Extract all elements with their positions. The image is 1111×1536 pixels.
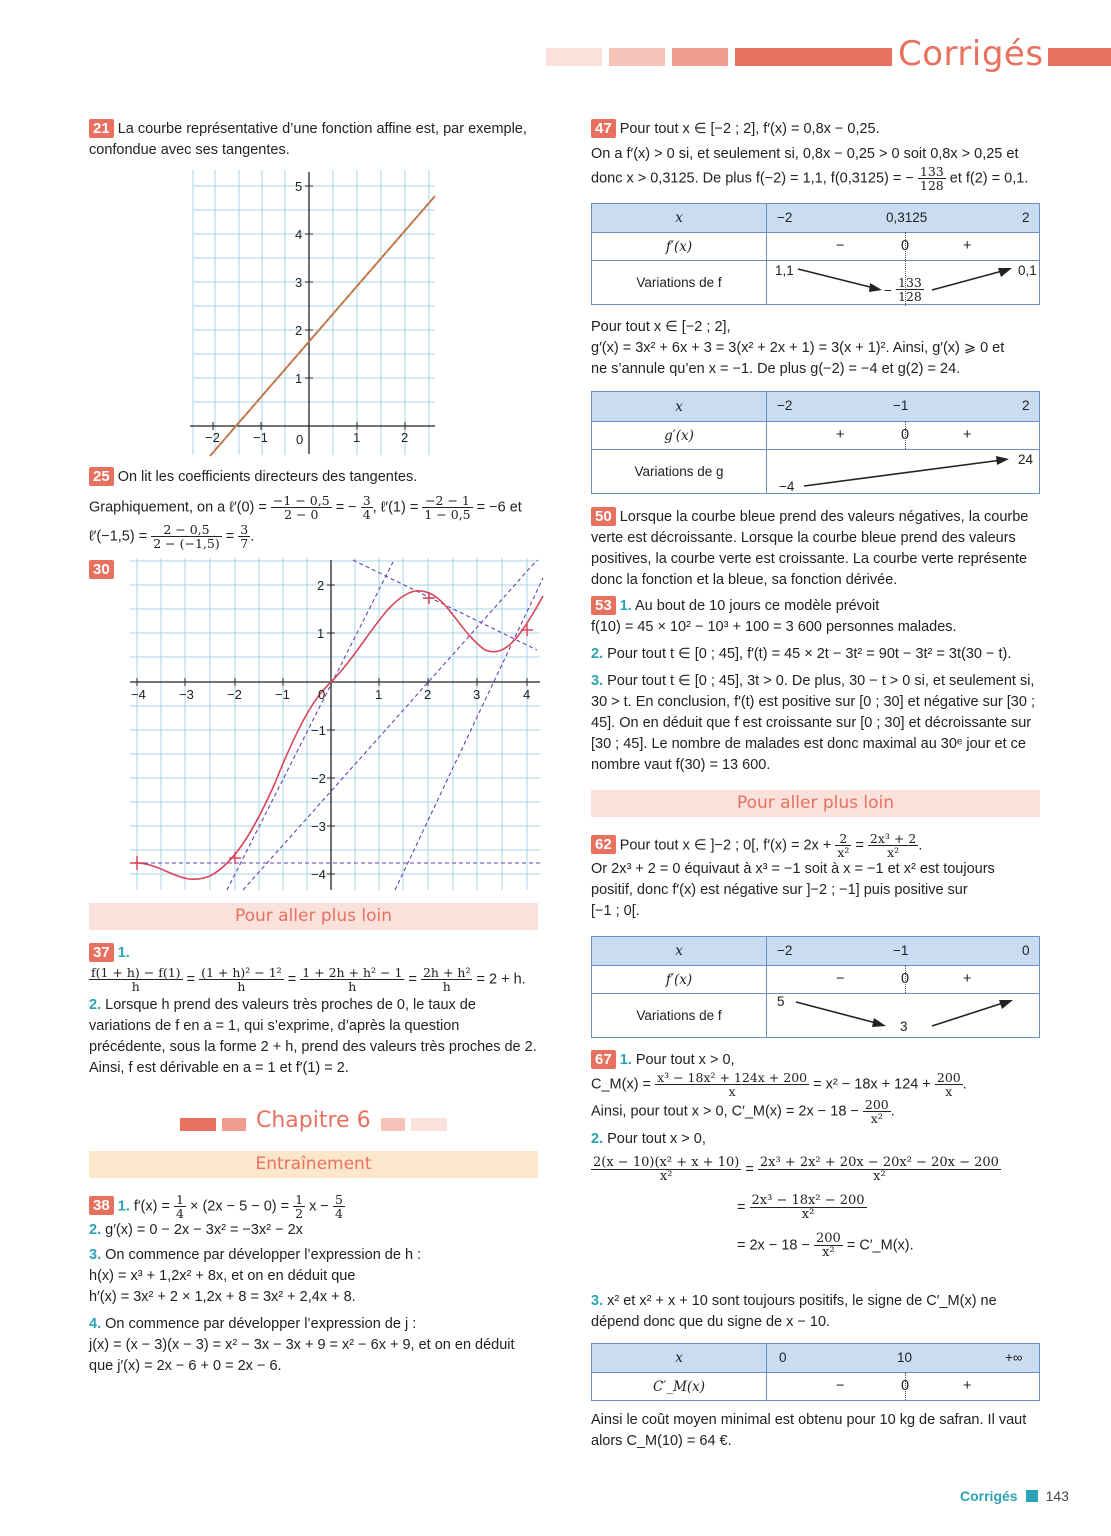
question-number: 1. — [619, 1052, 632, 1068]
tick: −2 — [227, 687, 242, 702]
text: . — [890, 1103, 895, 1120]
chapter-bar-left-2 — [222, 1118, 246, 1131]
text: Pour tout x > 0, — [635, 1052, 735, 1068]
tick: 1 — [317, 626, 325, 641]
table-header: x — [592, 1344, 767, 1373]
table-header: x — [592, 392, 767, 422]
question-number: 2. — [591, 1131, 604, 1147]
fraction: $\frac{\text{2x³ + 2x² + 20x − 20x² − 20x − 200}}{\text{x²}}$ — [759, 1155, 999, 1184]
text: Pour tout t ∈ [0 ; 45], f′(t) = 45 × 2t − 3t² = 90t − 3t² = 3t(30 − t). — [607, 646, 1012, 662]
text: C_M(x) = — [591, 1076, 652, 1093]
text: Pour tout x ∈ [−2 ; 2], f′(x) = 0,8x − 0,25. — [619, 121, 880, 137]
tick: 3 — [295, 275, 303, 290]
tick: −4 — [131, 687, 146, 702]
t3-h1: −2 — [777, 943, 793, 958]
t1-s1: − — [836, 238, 845, 254]
t1-v1: 1,1 — [775, 263, 794, 278]
separator — [905, 1372, 906, 1400]
fraction: $\frac{2 - 0,5}{2 - (-1,5)}$ — [153, 522, 220, 551]
ex67-derivation — [591, 1156, 1051, 1270]
t1-vfrac: $\frac{133}{128}$ — [898, 275, 922, 304]
t4-h2: 10 — [897, 1350, 913, 1365]
question-number: 4. — [89, 1316, 102, 1332]
table-header: x — [592, 937, 767, 966]
text: On commence par développer l’expression de j : — [105, 1316, 417, 1332]
tick: 2 — [401, 430, 409, 445]
t3-v2: 3 — [900, 1019, 908, 1034]
chapter-title: Chapitre 6 — [256, 1108, 371, 1133]
question-number: 1. — [117, 945, 130, 961]
fraction: $\frac{\text{x³ − 18x² + 124x + 200}}{x}$ — [657, 1070, 808, 1099]
text: Au bout de 10 jours ce modèle prévoit — [635, 598, 880, 614]
t1-vm: − — [884, 283, 892, 298]
text: ne s’annule qu’en x = −1. De plus g(−2) = −4 et g(2) = 24. — [591, 361, 961, 377]
text: Pour tout x > 0, — [607, 1131, 706, 1147]
ex25 — [89, 467, 539, 550]
tick: 1 — [295, 371, 303, 386]
question-number: 2. — [89, 1222, 102, 1238]
text: Pour tout t ∈ [0 ; 45], 3t > 0. De plus, 30 − t > 0 si, et seulement si, 30 > t. En conclusion, f′(t) est positive sur [0 ; 30] et négative sur [30 ; 45]. On en déduit que f est croissante sur [0 ; 30] et décroissante sur [30 ; 45]. Le nombre de malades est donc maximal au 30ᵉ jour et ce nombre vaut f(30) = 13 600. — [591, 673, 1035, 773]
text: h(x) = x³ + 1,2x² + 8x, et on en déduit que — [89, 1268, 356, 1284]
ex-number: 62 — [591, 835, 616, 854]
text: Ainsi, pour tout x > 0, C′_M(x) = 2x − 18 − — [591, 1103, 859, 1120]
t2-h1: −2 — [777, 398, 793, 413]
fraction: $\frac{200}{\text{x²}}$ — [864, 1097, 889, 1126]
tick: −1 — [253, 430, 268, 445]
ex62 — [591, 832, 1046, 922]
sign-table-4 — [591, 1343, 1040, 1401]
tick: 0 — [296, 432, 304, 447]
ex-number: 53 — [591, 596, 616, 615]
chapter-bar-right-2 — [411, 1118, 447, 1131]
tick: −4 — [311, 867, 326, 882]
text: Pour tout x ∈ ]−2 ; 0[, f′(x) = 2x + — [619, 837, 832, 854]
chapter-bar-right-1 — [381, 1118, 405, 1131]
t4-s1: − — [836, 1378, 845, 1394]
header-bar-5 — [1048, 48, 1111, 66]
text: dépend donc que du signe de x − 10. — [591, 1314, 831, 1330]
text: Or 2x³ + 2 = 0 équivaut à x³ = −1 soit à x = −1 et x² est toujours — [591, 861, 995, 877]
ex-number: 25 — [89, 467, 114, 486]
tick: −2 — [311, 771, 326, 786]
fraction: $\frac{-1 - 0,5}{2 - 0}$ — [272, 493, 330, 522]
fraction: $\frac{\text{2h + h²}}{h}$ — [422, 965, 471, 994]
t2-v3: 24 — [1018, 452, 1034, 467]
tick: 4 — [295, 227, 303, 242]
header-title: Corrigés — [898, 34, 1044, 74]
ex47b — [591, 317, 1046, 380]
t3-s2: + — [963, 971, 972, 987]
banner-pour-aller-plus-loin: Pour aller plus loin — [89, 903, 538, 930]
fraction: $\frac{5}{4}$ — [334, 1192, 343, 1221]
separator — [905, 421, 906, 449]
text: donc x > 0,3125. De plus f(−2) = 1,1, f(0,3125) = − — [591, 170, 914, 187]
text: = −6 et — [476, 499, 522, 516]
header-bar-3 — [672, 48, 728, 66]
text: Lorsque h prend des valeurs très proches de 0, le taux de variations de f en a = 1, qui s’exprime, d’après la question précédente, sous la forme 2 + h, prend des valeurs très proches de 2. Ainsi, f est dérivable en a = 1 et f′(1) = 2. — [89, 997, 537, 1076]
banner-entrainement: Entraînement — [89, 1151, 538, 1178]
graph-30 — [125, 558, 545, 893]
t4-s2: + — [963, 1378, 972, 1394]
tick: 2 — [424, 687, 432, 702]
text: x − — [309, 1198, 329, 1215]
ex-number: 37 — [89, 943, 114, 962]
fraction: $\frac{1}{2}$ — [295, 1192, 304, 1221]
t3-arrows — [766, 994, 1040, 1038]
text: positif, donc f′(x) est négative sur ]−2 ; −1] puis positive sur — [591, 882, 968, 898]
table-row-label: g′(x) — [592, 422, 767, 450]
t1-h2: 0,3125 — [886, 210, 928, 225]
t4-z: 0 — [901, 1378, 910, 1394]
fraction: $\frac{\text{1 + 2h + h² − 1}}{h}$ — [302, 965, 403, 994]
t1-s2: + — [963, 238, 972, 254]
ex-number: 21 — [89, 119, 114, 138]
t3-v1: 5 — [777, 994, 785, 1009]
text: = − — [335, 499, 357, 516]
tick: 2 — [317, 578, 325, 593]
table-row-label: Variations de g — [592, 450, 767, 494]
fraction: $\frac{\text{2x³ − 18x² − 200}}{\text{x²}}$ — [751, 1193, 865, 1222]
table-row-label: f′(x) — [592, 233, 767, 261]
header-bar-2 — [609, 48, 665, 66]
footer — [960, 1488, 1069, 1504]
tick: 5 — [295, 179, 303, 194]
text: [−1 ; 0[. — [591, 903, 640, 919]
text: x² et x² + x + 10 sont toujours positifs, le signe de C′_M(x) ne — [607, 1293, 997, 1309]
separator — [905, 965, 906, 993]
t2-h2: −1 — [893, 398, 909, 413]
ex38 — [89, 1193, 539, 1377]
text: , ℓ′(1) = — [372, 499, 419, 516]
ex-number: 30 — [89, 560, 114, 579]
text: = 2 + h. — [476, 971, 526, 988]
question-number: 2. — [89, 997, 102, 1013]
ex37: 37 1. $\frac{f(1 + h) - f(1)}{h}$ = $\frac{\text{(1 + h)² − 1²}}{h}$ = $\frac{\text{1 + 2h + h² − 1}}{h}$ = $\frac{\text{2h + h²}}{h}$ = 2 + h. 2. Lorsque h prend des valeurs très proches de 0, le taux de variations de f en a = 1, qui s’exprime, d’après la question précédente, sous la forme 2 + h, prend des valeurs très proches de 2. Ainsi, f est dérivable en a = 1 et f′(1) = 2. — [89, 944, 537, 1076]
chapter-bar-left-1 — [180, 1118, 216, 1131]
ex67-conclusion — [591, 1410, 1051, 1452]
text: alors C_M(10) = 64 €. — [591, 1433, 732, 1449]
fraction: $\frac{-2 - 1}{1 - 0,5}$ — [424, 493, 471, 522]
banner-pour-aller-plus-loin-2: Pour aller plus loin — [591, 790, 1040, 817]
question-number: 3. — [591, 673, 604, 689]
table-row-label: C′_M(x) — [592, 1373, 767, 1401]
t3-z: 0 — [901, 971, 910, 987]
ex21 — [89, 119, 539, 161]
tick: 3 — [473, 687, 481, 702]
ex50 — [591, 507, 1046, 591]
t1-z: 0 — [901, 238, 910, 254]
fraction: $\frac{3}{7}$ — [240, 522, 249, 551]
ex30 — [89, 560, 118, 579]
text: f(10) = 45 × 10² − 10³ + 100 = 3 600 personnes malades. — [591, 619, 957, 635]
text: g′(x) = 0 − 2x − 3x² = −3x² − 2x — [105, 1222, 303, 1238]
text: = x² − 18x + 124 + — [813, 1076, 931, 1093]
text: que j′(x) = 2x − 6 + 0 = 2x − 6. — [89, 1358, 282, 1374]
header-bar-1 — [546, 48, 602, 66]
text: Pour tout x ∈ [−2 ; 2], — [591, 319, 731, 335]
fraction: $\frac{3}{4}$ — [362, 493, 371, 522]
t1-h3: 2 — [1022, 210, 1030, 225]
ex67-q3 — [591, 1291, 1051, 1333]
table-header: x — [592, 204, 767, 233]
text: ℓ′(−1,5) = — [89, 528, 148, 545]
fraction: $\frac{\text{2x³ + 2}}{\text{x²}}$ — [869, 831, 917, 860]
ex21-text: La courbe représentative d’une fonction affine est, par exemple, confondue avec ses tangentes. — [89, 121, 527, 158]
t1-h1: −2 — [777, 210, 793, 225]
text: f′(x) = — [133, 1198, 170, 1215]
ex-number: 47 — [591, 119, 616, 138]
footer-square-icon — [1026, 1490, 1038, 1502]
fraction: $\frac{133}{128}$ — [919, 164, 944, 193]
fraction: $\frac{200}{\text{x²}}$ — [816, 1231, 841, 1260]
question-number: 1. — [619, 598, 632, 614]
fraction: $\frac{200}{x}$ — [936, 1070, 961, 1099]
text: = — [745, 1161, 754, 1178]
ex-number: 67 — [591, 1050, 616, 1069]
text: = — [855, 837, 864, 854]
tick: 0 — [318, 687, 326, 702]
t3-h2: −1 — [893, 943, 909, 958]
table-row-label: Variations de f — [592, 994, 767, 1038]
t2-s1: + — [836, 427, 845, 443]
t2-h3: 2 — [1022, 398, 1030, 413]
text: g′(x) = 3x² + 6x + 3 = 3(x² + 2x + 1) = 3(x + 1)². Ainsi, g′(x) ⩾ 0 et — [591, 340, 1005, 356]
text: = — [737, 1199, 746, 1216]
t2-arrow — [766, 450, 1040, 496]
text: et f(2) = 0,1. — [949, 170, 1029, 187]
text: = C′_M(x). — [846, 1237, 914, 1254]
t1-arrows — [766, 260, 1040, 306]
ex25-line1: On lit les coefficients directeurs des tangentes. — [117, 469, 418, 485]
text: h′(x) = 3x² + 2 × 1,2x + 8 = 3x² + 2,4x + 8. — [89, 1289, 356, 1305]
page-number: 143 — [1045, 1488, 1069, 1504]
ex47 — [591, 119, 1046, 192]
question-number: 1. — [117, 1198, 130, 1215]
t3-h3: 0 — [1022, 943, 1030, 958]
fraction: $\frac{\text{2(x − 10)(x² + x + 10)}}{\text{x²}}$ — [593, 1155, 740, 1184]
t2-s2: + — [963, 427, 972, 443]
text: j(x) = (x − 3)(x − 3) = x² − 3x − 3x + 9 = x² − 6x + 9, et on en déduit — [89, 1337, 515, 1353]
ex-number: 50 — [591, 507, 616, 526]
fraction: $\frac{\text{(1 + h)² − 1²}}{h}$ — [201, 965, 282, 994]
text: On a f′(x) > 0 si, et seulement si, 0,8x − 0,25 > 0 soit 0,8x > 0,25 et — [591, 146, 1019, 162]
text: . — [918, 837, 923, 854]
t1-v3: 0,1 — [1018, 263, 1037, 278]
text: On commence par développer l’expression de h : — [105, 1247, 422, 1263]
text: Lorsque la courbe bleue prend des valeurs négatives, la courbe verte est décroissante. Lorsque la courbe bleue prend des valeurs positives, la courbe verte est croissante. La courbe verte représente donc la fonction et la bleue, sa fonction dérivée. — [591, 509, 1029, 588]
footer-label: Corrigés — [960, 1488, 1018, 1504]
fraction: $\frac{2}{\text{x²}}$ — [837, 831, 850, 860]
tick: 4 — [523, 687, 531, 702]
question-number: 3. — [89, 1247, 102, 1263]
tick: 1 — [375, 687, 383, 702]
question-number: 2. — [591, 646, 604, 662]
t2-v1: −4 — [779, 479, 795, 494]
text: Graphiquement, on a ℓ′(0) = — [89, 499, 267, 516]
text: = — [225, 528, 235, 545]
ex-number: 38 — [89, 1196, 114, 1215]
ex67 — [591, 1050, 1051, 1150]
fraction: $\frac{1}{4}$ — [176, 1192, 184, 1221]
fraction: $\frac{f(1 + h) - f(1)}{h}$ — [91, 965, 181, 994]
text: = 2x − 18 − — [737, 1237, 810, 1254]
tick: 1 — [353, 430, 361, 445]
table-row-label: Variations de f — [592, 261, 767, 305]
t2-z: 0 — [901, 427, 910, 443]
text: . — [250, 528, 255, 545]
tick: −1 — [275, 687, 290, 702]
tick: −2 — [205, 430, 220, 445]
t4-h1: 0 — [779, 1350, 787, 1365]
table-row-label: f′(x) — [592, 966, 767, 994]
graph-21 — [185, 170, 440, 458]
question-number: 3. — [591, 1293, 604, 1309]
text: × (2x − 5 − 0) = — [189, 1198, 290, 1215]
tick: −3 — [311, 819, 326, 834]
text: Ainsi le coût moyen minimal est obtenu pour 10 kg de safran. Il vaut — [591, 1412, 1027, 1428]
tick: −3 — [179, 687, 194, 702]
header-bar-4 — [735, 48, 892, 66]
text: . — [962, 1076, 967, 1093]
ex53 — [591, 596, 1046, 776]
t4-h3: +∞ — [1005, 1350, 1023, 1365]
tick: −1 — [311, 723, 326, 738]
tick: 2 — [295, 323, 303, 338]
t3-s1: − — [836, 971, 845, 987]
